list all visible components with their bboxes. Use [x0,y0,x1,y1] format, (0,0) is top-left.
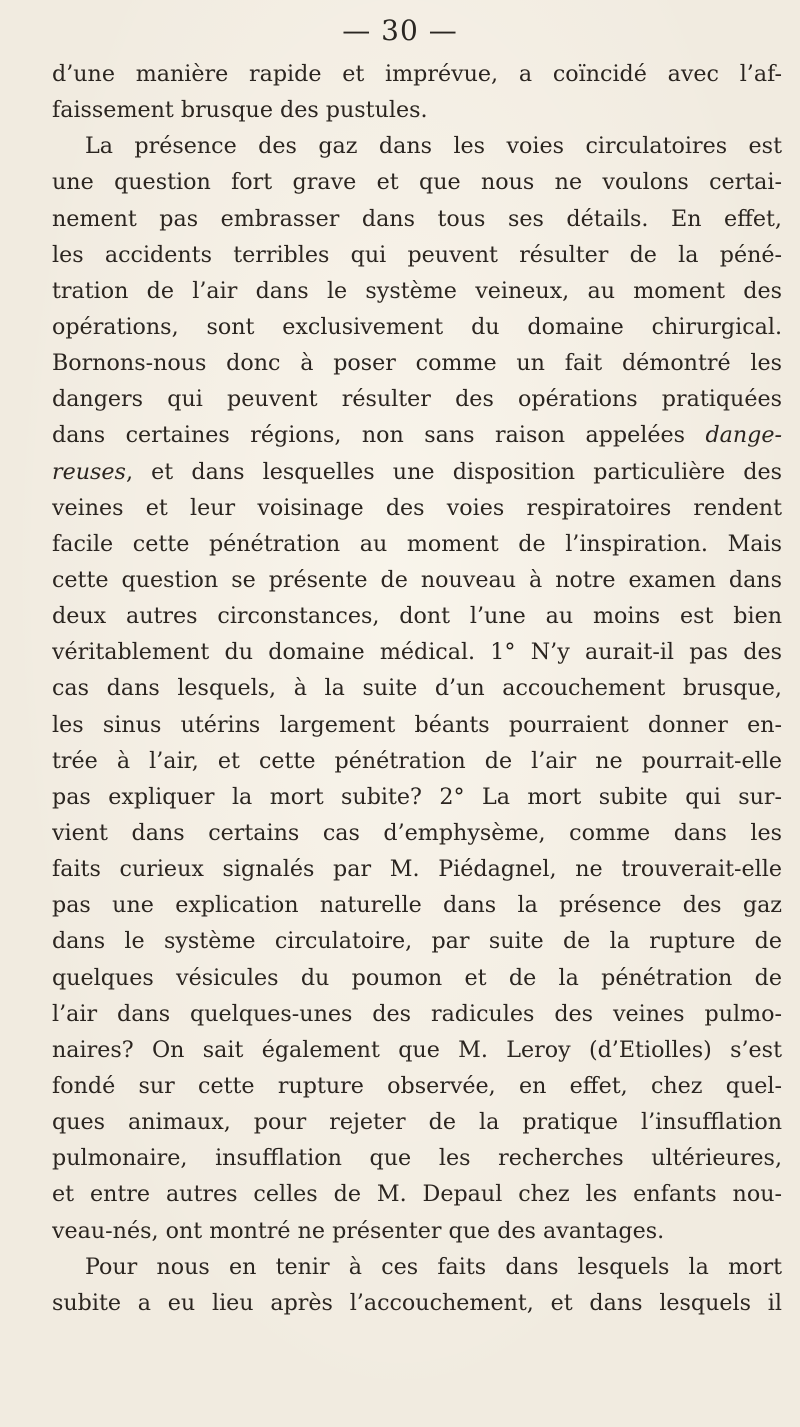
text-line [52,1285,782,1321]
text-line [52,1032,782,1068]
line-text: , et dans lesquelles une disposition particulière des [125,458,782,485]
line-text: facile cette pénétration au moment de l’inspiration. Mais [52,530,782,557]
line-text: veau-nés, ont montré ne présenter que des avantages. [52,1217,665,1244]
text-line [52,1104,782,1140]
line-text: cette question se présente de nouveau à notre examen dans [52,566,782,593]
text-line [52,454,782,490]
text-line [52,1249,782,1285]
line-text: faissement brusque des pustules. [52,97,428,124]
text-line [52,345,782,381]
text-line [52,490,782,526]
line-text: et entre autres celles de M. Depaul chez les enfants nou- [52,1181,782,1208]
text-line [52,56,782,92]
line-text: une question fort grave et que nous ne voulons certai- [52,169,782,196]
line-text: quelques vésicules du poumon et de la pénétration de [52,964,782,991]
text-line [52,1068,782,1104]
line-text: dangers qui peuvent résulter des opérations pratiquées [52,386,782,413]
text-line [52,1140,782,1176]
text-line [52,960,782,996]
text-line [52,309,782,345]
line-text: pulmonaire, insufflation que les recherches ultérieures, [52,1145,782,1172]
text-line [52,743,782,779]
line-text: trée à l’air, et cette pénétration de l’air ne pourrait-elle [52,747,782,774]
text-line [52,237,782,273]
text-line [52,201,782,237]
line-text: pas expliquer la mort subite? 2° La mort subite qui sur- [52,783,782,810]
line-text: ques animaux, pour rejeter de la pratique l’insufflation [52,1109,782,1136]
text-line [52,670,782,706]
line-text: nement pas embrasser dans tous ses détails. En effet, [52,205,782,232]
text-line [52,1213,782,1249]
text-line [52,996,782,1032]
line-text: subite a eu lieu après l’accouchement, et dans lesquels il [52,1289,782,1316]
text-line [52,779,782,815]
line-text: veines et leur voisinage des voies respiratoires rendent [52,494,782,521]
text-line [52,707,782,743]
line-text: opérations, sont exclusivement du domaine chirurgical. [52,313,782,340]
line-text: les accidents terribles qui peuvent résulter de la péné- [52,241,782,268]
line-text: Bornons-nous donc à poser comme un fait démontré les [52,350,782,377]
text-line [52,92,782,128]
text-line [52,526,782,562]
line-text: La présence des gaz dans les voies circulatoires est [85,133,782,160]
line-text: cas dans lesquels, à la suite d’un accouchement brusque, [52,675,782,702]
line-text: pas une explication naturelle dans la présence des gaz [52,892,782,919]
line-text: Pour nous en tenir à ces faits dans lesquels la mort [85,1253,782,1280]
text-line [52,128,782,164]
text-line [52,598,782,634]
text-line [52,815,782,851]
text-line [52,562,782,598]
text-line [52,381,782,417]
line-text: tration de l’air dans le système veineux, au moment des [52,277,782,304]
text-line [52,417,782,453]
line-text: naires? On sait également que M. Leroy (d’Etiolles) s’est [52,1036,782,1063]
italic-word: dange- [705,422,782,449]
text-line [52,273,782,309]
page-number: — 30 — [342,14,458,47]
text-line [52,923,782,959]
text-line [52,1176,782,1212]
line-text: faits curieux signalés par M. Piédagnel, ne trouverait-elle [52,856,782,883]
text-line [52,851,782,887]
line-text: l’air dans quelques-unes des radicules des veines pulmo- [52,1000,782,1027]
line-text: fondé sur cette rupture observée, en effet, chez quel- [52,1072,782,1099]
line-text: dans certaines régions, non sans raison appelées [52,422,706,449]
line-text: vient dans certains cas d’emphysème, comme dans les [52,819,782,846]
text-line [52,634,782,670]
text-line [52,887,782,923]
italic-word: reuses [52,458,126,485]
text-line [52,164,782,200]
line-text: les sinus utérins largement béants pourraient donner en- [52,711,782,738]
line-text: d’une manière rapide et imprévue, a coïncidé avec l’af- [52,61,782,87]
line-text: dans le système circulatoire, par suite de la rupture de [52,928,782,955]
line-text: véritablement du domaine médical. 1° N’y aurait-il pas des [52,639,782,666]
body-text [52,56,782,1321]
line-text: deux autres circonstances, dont l’une au moins est bien [52,603,782,630]
